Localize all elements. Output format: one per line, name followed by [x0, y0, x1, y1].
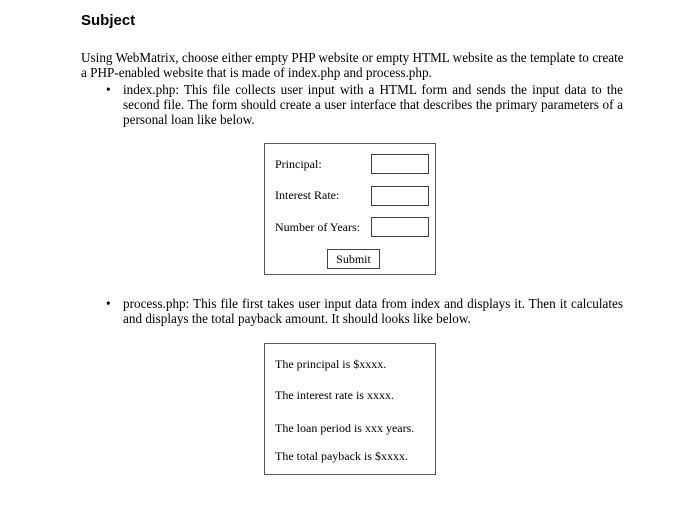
- output-line-payback: The total payback is $xxxx.: [275, 449, 408, 463]
- intro-paragraph: Using WebMatrix, choose either empty PHP website or empty HTML website as the template to create a PHP-enabled website that is made of index.php and process.php.: [81, 50, 624, 80]
- years-input[interactable]: [371, 217, 429, 237]
- loan-form-figure: [264, 143, 436, 275]
- bullet-text-process: process.php: This file first takes user input data from index and displays it. Then it calculates and displays the total payback amount. It should looks like below.: [123, 296, 623, 326]
- bullet-text-index: index.php: This file collects user input with a HTML form and sends the input data to the second file. The form should create a user interface that describes the primary parameters of a personal loan like below.: [123, 82, 623, 127]
- submit-button[interactable]: Submit: [327, 249, 380, 269]
- interest-rate-input[interactable]: [371, 186, 429, 206]
- output-line-interest: The interest rate is xxxx.: [275, 388, 394, 402]
- bullet-marker: •: [106, 82, 111, 97]
- interest-rate-label: Interest Rate:: [275, 188, 340, 202]
- output-line-period: The loan period is xxx years.: [275, 421, 415, 435]
- page-title: Subject: [81, 12, 136, 29]
- output-line-principal: The principal is $xxxx.: [275, 357, 387, 371]
- principal-input[interactable]: [371, 154, 429, 174]
- output-figure: [264, 343, 436, 475]
- principal-label: Principal:: [275, 157, 322, 171]
- bullet-marker: •: [106, 296, 111, 311]
- years-label: Number of Years:: [275, 220, 360, 234]
